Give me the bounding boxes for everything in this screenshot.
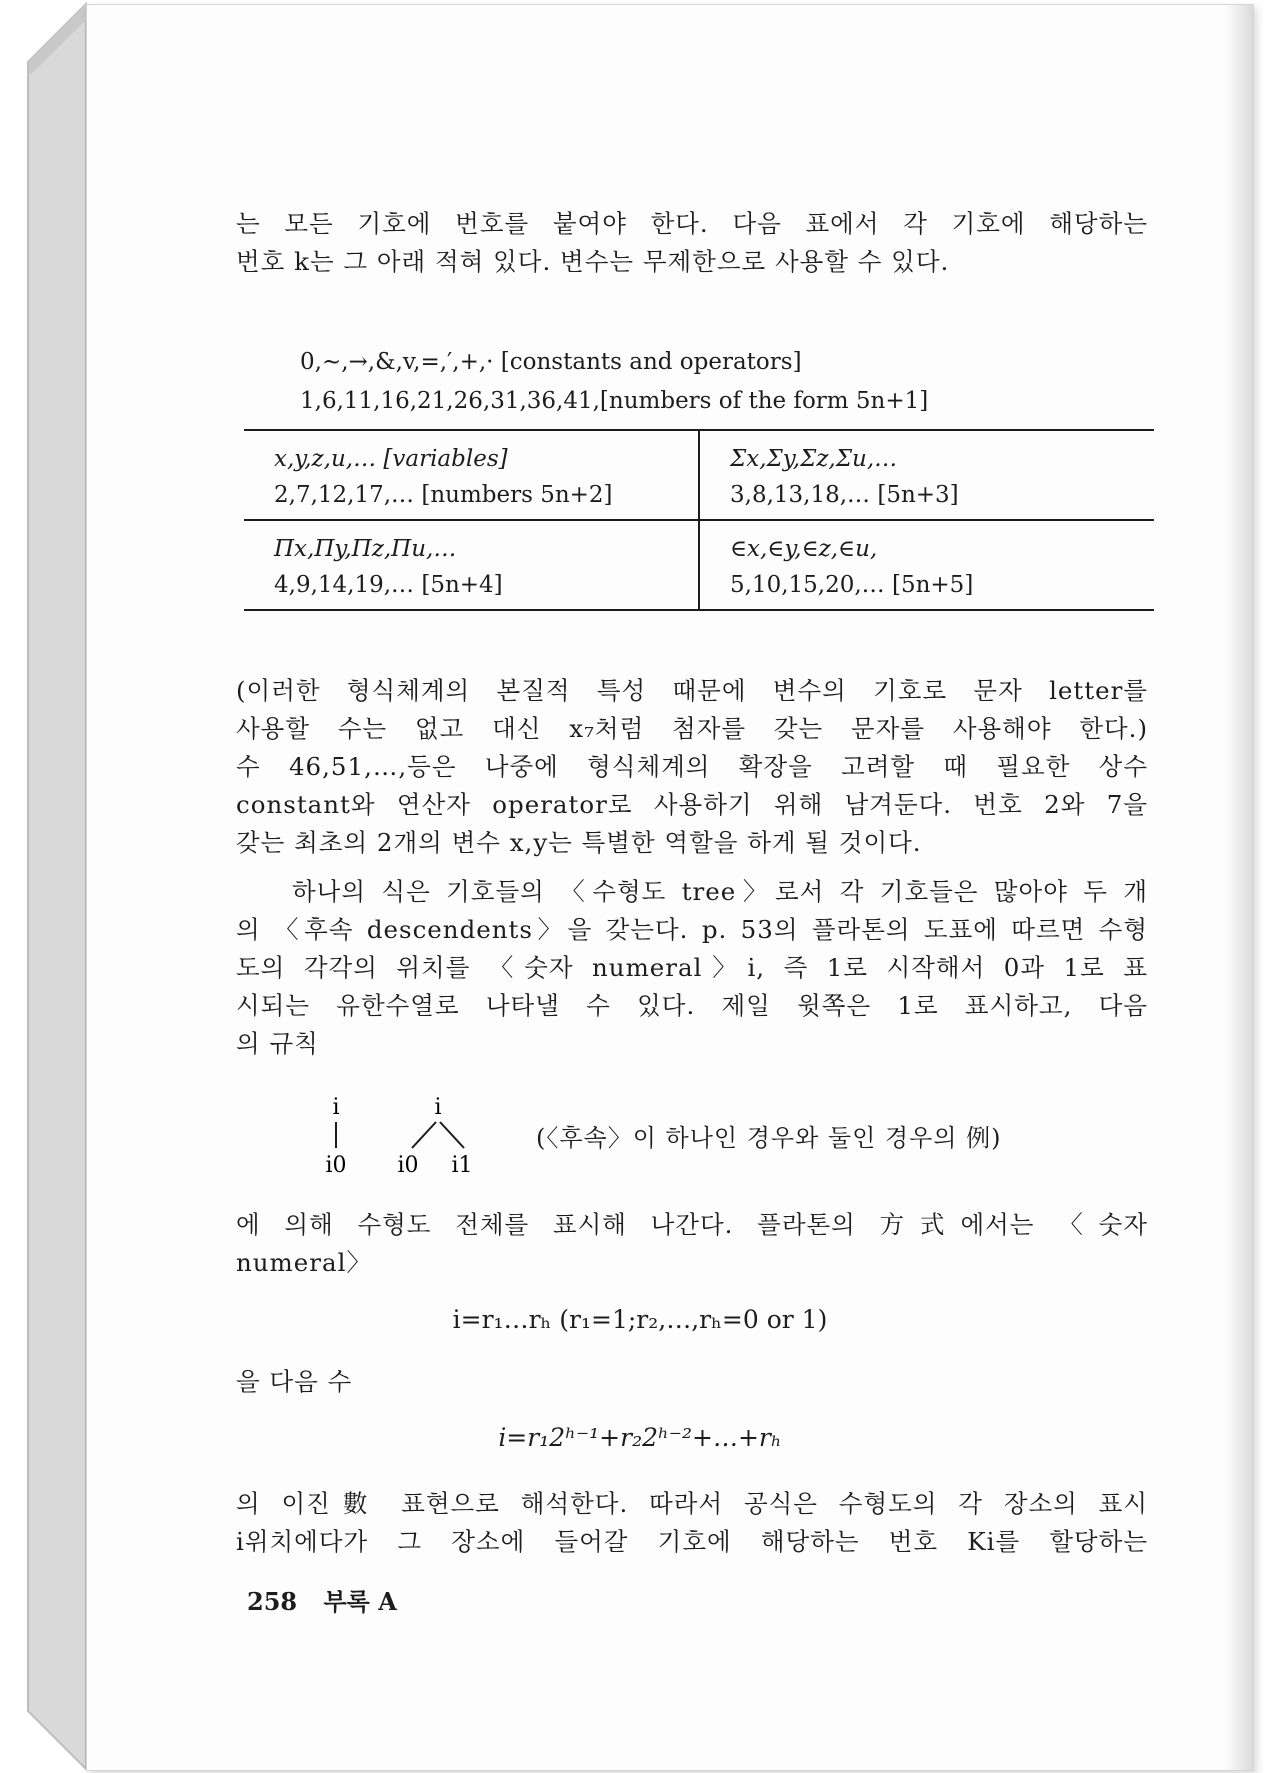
tree-caption: (〈후속〉이 하나인 경우와 둘인 경우의 例) bbox=[536, 1124, 1002, 1152]
body-line: 의 이진數 표현으로 해석한다. 따라서 공식은 수형도의 각 장소의 표시 bbox=[236, 1489, 1148, 1518]
table-cell-sigma bbox=[699, 430, 1154, 520]
pi-symbols: Πx,Πy,Πz,Πu,… bbox=[274, 536, 457, 562]
body-line: 을 다음 수 bbox=[236, 1367, 353, 1396]
table-cell-variables bbox=[244, 430, 699, 520]
tree-double-left: i0 bbox=[397, 1153, 419, 1178]
sigma-symbols: Σx,Σy,Σz,Σu,… bbox=[730, 446, 898, 472]
intro-paragraph bbox=[236, 205, 1148, 281]
body-line: 도의 각각의 위치를 〈숫자 numeral〉i, 즉 1로 시작해서 0과 1로 표 bbox=[236, 953, 1148, 982]
epsilon-symbols: ∈x,∈y,∈z,∈u, bbox=[730, 536, 878, 562]
body-paragraph-4 bbox=[236, 1363, 1148, 1401]
body-line: 에 의해 수형도 전체를 표시해 나간다. 플라톤의 方式에서는 〈숫자 bbox=[236, 1210, 1148, 1239]
body-line: 시되는 유한수열로 나타낼 수 있다. 제일 윗쪽은 1로 표시하고, 다음 bbox=[236, 991, 1148, 1020]
body-line: (이러한 형식체계의 본질적 특성 때문에 변수의 기호로 문자 letter를 bbox=[236, 676, 1148, 705]
table-row bbox=[244, 430, 1154, 520]
page-number: 258 bbox=[247, 1587, 298, 1616]
body-line: 의 규칙 bbox=[236, 1029, 319, 1058]
intro-line-2: 번호 k는 그 아래 적혀 있다. 변수는 무제한으로 사용할 수 있다. bbox=[236, 247, 950, 276]
body-line: numeral〉 bbox=[236, 1248, 372, 1277]
intro-line-1: 는 모든 기호에 번호를 붙여야 한다. 다음 표에서 각 기호에 해당하는 bbox=[236, 209, 1148, 238]
sigma-numbers: 3,8,13,18,… [5n+3] bbox=[730, 482, 959, 508]
table-row bbox=[244, 520, 1154, 610]
tree-double-top: i bbox=[434, 1095, 442, 1120]
table-cell-epsilon bbox=[699, 520, 1154, 610]
formula-binary: i=r₁2ʰ⁻¹+r₂2ʰ⁻²+…+rₕ bbox=[498, 1423, 782, 1452]
constants-line: 0,∼,→,&,v,=,′,+,· [constants and operators] bbox=[300, 349, 802, 375]
body-line: constant와 연산자 operator로 사용하기 위해 남겨둔다. 번호 2와 7을 bbox=[236, 790, 1148, 819]
body-line: 사용할 수는 없고 대신 x₇처럼 첨자를 갖는 문자를 사용해야 한다.) bbox=[236, 714, 1148, 743]
tree-diagram bbox=[300, 1090, 1160, 1185]
body-paragraph-3 bbox=[236, 1206, 1148, 1282]
variables-symbols: x,y,z,u,… [variables] bbox=[274, 446, 508, 472]
numbers-line: 1,6,11,16,21,26,31,36,41,[numbers of the form 5n+1] bbox=[300, 388, 929, 414]
body-line: i위치에다가 그 장소에 들어갈 기호에 해당하는 번호 Ki를 할당하는 bbox=[236, 1527, 1148, 1556]
table-cell-pi bbox=[244, 520, 699, 610]
body-line: 하나의 식은 기호들의 〈수형도 tree〉로서 각 기호들은 많아야 두 개 bbox=[292, 877, 1148, 906]
body-line: 갖는 최초의 2개의 변수 x,y는 특별한 역할을 하게 될 것이다. bbox=[236, 828, 922, 857]
page-footer bbox=[247, 1582, 415, 1617]
body-line: 수 46,51,…,등은 나중에 형식체계의 확장을 고려할 때 필요한 상수 bbox=[236, 752, 1148, 781]
symbol-table bbox=[244, 429, 1154, 611]
body-paragraph-5 bbox=[236, 1485, 1148, 1561]
body-paragraph-2 bbox=[236, 873, 1148, 1063]
body-paragraph-1 bbox=[236, 672, 1148, 862]
tree-double-right: i1 bbox=[451, 1153, 473, 1178]
tree-single-child: i0 bbox=[325, 1153, 347, 1178]
section-label: 부록 A bbox=[323, 1587, 397, 1616]
variables-numbers: 2,7,12,17,… [numbers 5n+2] bbox=[274, 482, 613, 508]
body-line: 의 〈후속 descendents〉을 갖는다. p. 53의 플라톤의 도표에 따르면 수형 bbox=[236, 915, 1148, 944]
formula-numeral: i=r₁…rₕ (r₁=1;r₂,…,rₕ=0 or 1) bbox=[452, 1305, 828, 1334]
epsilon-numbers: 5,10,15,20,… [5n+5] bbox=[730, 572, 974, 598]
pi-numbers: 4,9,14,19,… [5n+4] bbox=[274, 572, 503, 598]
tree-single-top: i bbox=[332, 1095, 340, 1120]
page-edge-shadow bbox=[1225, 5, 1253, 1770]
